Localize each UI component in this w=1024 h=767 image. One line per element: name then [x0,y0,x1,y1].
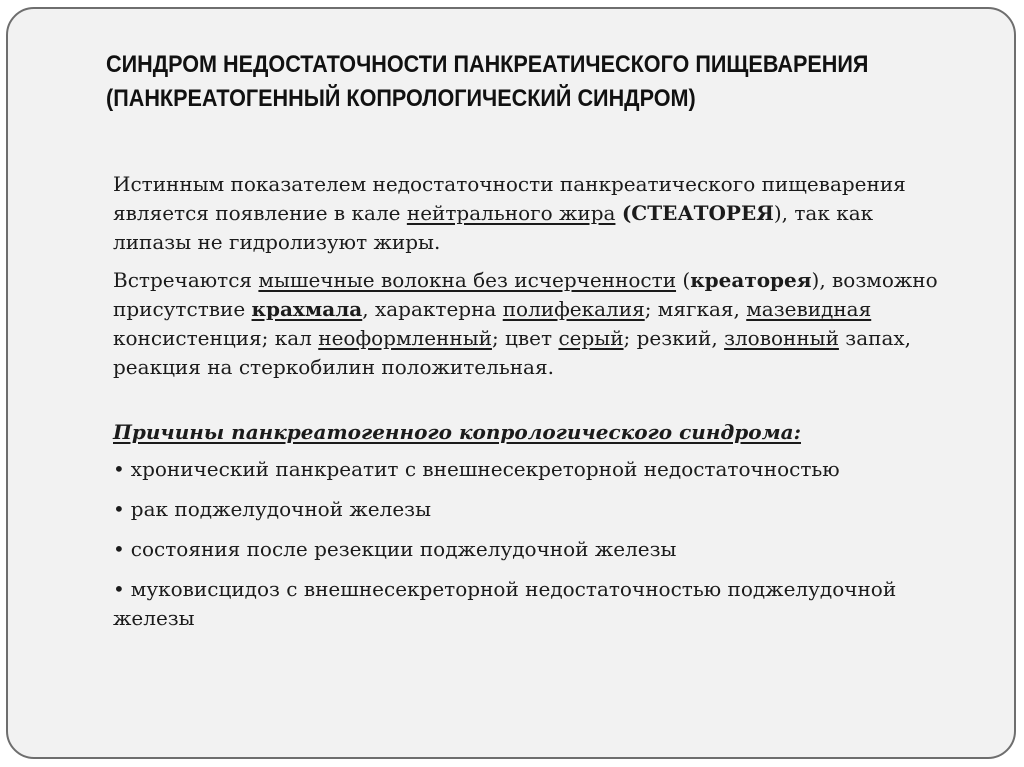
term-polyfecalia: полифекалия [502,297,645,321]
causes-heading: Причины панкреатогенного копрологического синдрома: [113,420,801,444]
term-fetid: зловонный [724,326,839,350]
text: ( [676,268,691,292]
list-item-text: состояния после резекции поджелудочной железы [130,537,677,561]
term-muscle-fibers: мышечные волокна без исчерченности [258,268,677,292]
text: ; мягкая, [644,297,747,321]
list-item [113,575,943,633]
text: консистенция; кал [113,326,319,350]
text: запах, реакция на стеркобилин положительная. [113,326,912,379]
slide-title-line-2: (ПАНКРЕАТОГЕННЫЙ КОПРОЛОГИЧЕСКИЙ СИНДРОМ) [106,85,696,112]
text: ; цвет [491,326,559,350]
text: , характерна [362,297,503,321]
bullet-icon: • [113,537,125,561]
slide-title-line-1: СИНДРОМ НЕДОСТАТОЧНОСТИ ПАНКРЕАТИЧЕСКОГО ПИЩЕВАРЕНИЯ [106,51,869,78]
slide-title [106,48,880,116]
bullet-icon: • [113,577,125,601]
term-neutral-fat: нейтрального жира [406,201,616,225]
term-creatorrhea: креаторея [690,268,812,292]
text: Встречаются [113,268,259,292]
bullet-icon: • [113,457,125,481]
list-item-text: муковисцидоз с внешнесекреторной недостаточностью поджелудочной железы [113,577,897,630]
list-item [113,455,943,484]
slide-body [113,170,943,644]
list-item-text: рак поджелудочной железы [130,497,432,521]
term-starch: крахмала [251,297,363,321]
list-item [113,535,943,564]
text: ; резкий, [623,326,725,350]
text: ), так как липазы не гидролизуют жиры. [113,201,874,254]
paragraph-steatorrhea [113,170,943,257]
text: ), возможно присутствие [113,268,938,321]
term-ointment-like: мазевидная [746,297,872,321]
term-unformed: неоформленный [318,326,492,350]
bullet-icon: • [113,497,125,521]
term-steatorrhea: (СТЕАТОРЕЯ [621,201,774,225]
list-item [113,495,943,524]
list-item-text: хронический панкреатит с внешнесекреторной недостаточностью [130,457,840,481]
paragraph-creatorrhea [113,266,943,382]
term-grey: серый [558,326,624,350]
text: Истинным показателем недостаточности панкреатического пищеварения является появление в кале [113,172,906,225]
